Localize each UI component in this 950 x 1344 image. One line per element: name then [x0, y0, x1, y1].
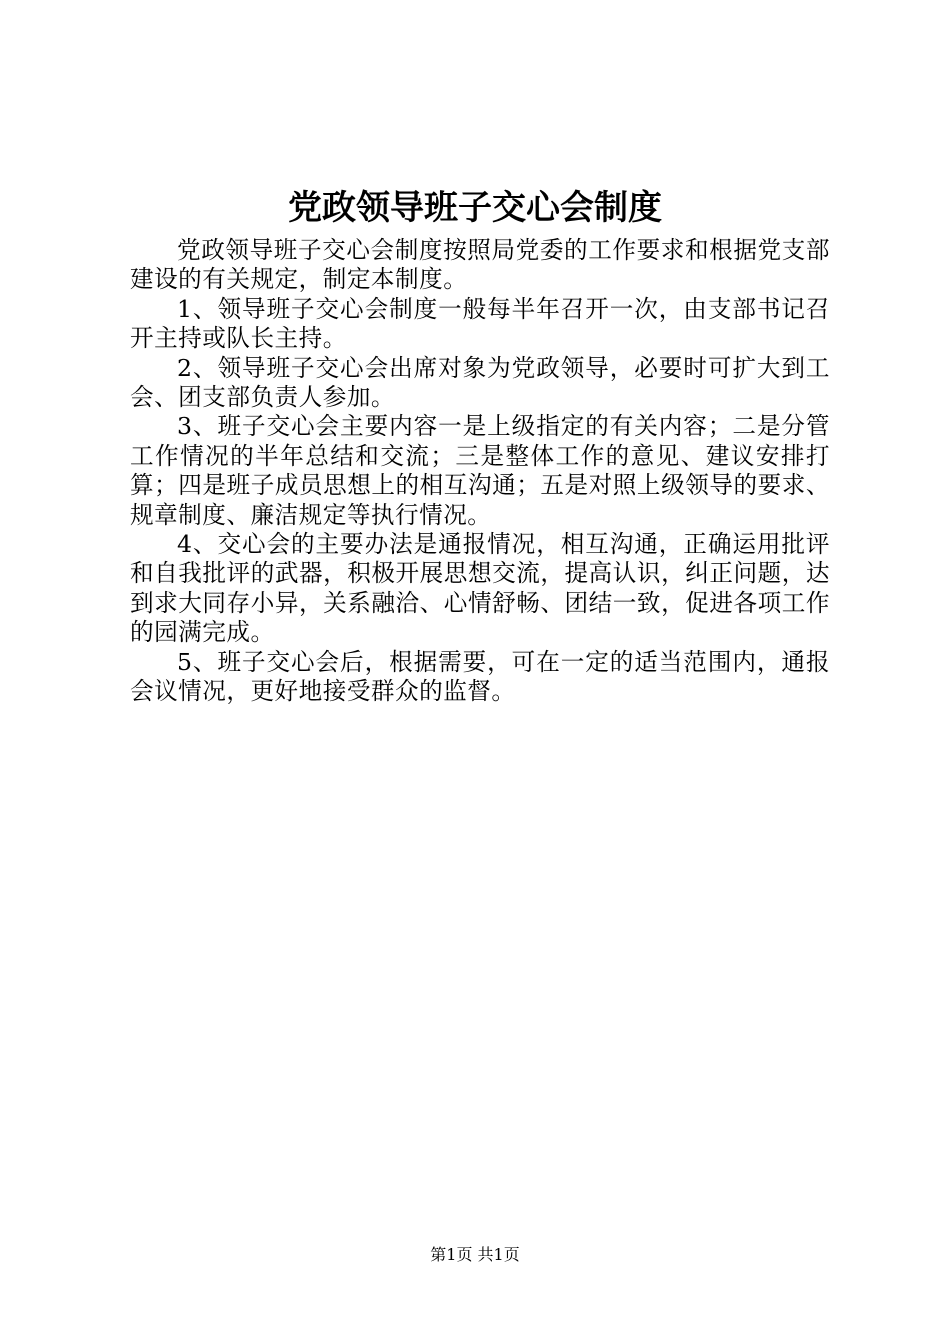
document-title: 党政领导班子交心会制度 [288, 188, 662, 228]
page-footer: 第1页 共1页 [430, 1245, 520, 1264]
paragraph-item-1: 1、领导班子交心会制度一般每半年召开一次，由支部书记召开主持或队长主持。 [130, 294, 830, 353]
paragraph-item-3: 3、班子交心会主要内容一是上级指定的有关内容；二是分管工作情况的半年总结和交流；三是整体工作的意见、建议安排打算；四是班子成员思想上的相互沟通；五是对照上级领导的要求、规章制度、廉洁规定等执行情况。 [130, 412, 830, 529]
paragraph-item-5: 5、班子交心会后，根据需要，可在一定的适当范围内，通报会议情况，更好地接受群众的监督。 [130, 647, 830, 706]
document-body [130, 236, 830, 707]
paragraph-item-4: 4、交心会的主要办法是通报情况，相互沟通，正确运用批评和自我批评的武器，积极开展思想交流，提高认识，纠正问题，达到求大同存小异，关系融洽、心情舒畅、团结一致，促进各项工作的园满完成。 [130, 530, 830, 647]
paragraph-item-2: 2、领导班子交心会出席对象为党政领导，必要时可扩大到工会、团支部负责人参加。 [130, 353, 830, 412]
paragraph-intro: 党政领导班子交心会制度按照局党委的工作要求和根据党支部建设的有关规定，制定本制度。 [130, 236, 830, 294]
